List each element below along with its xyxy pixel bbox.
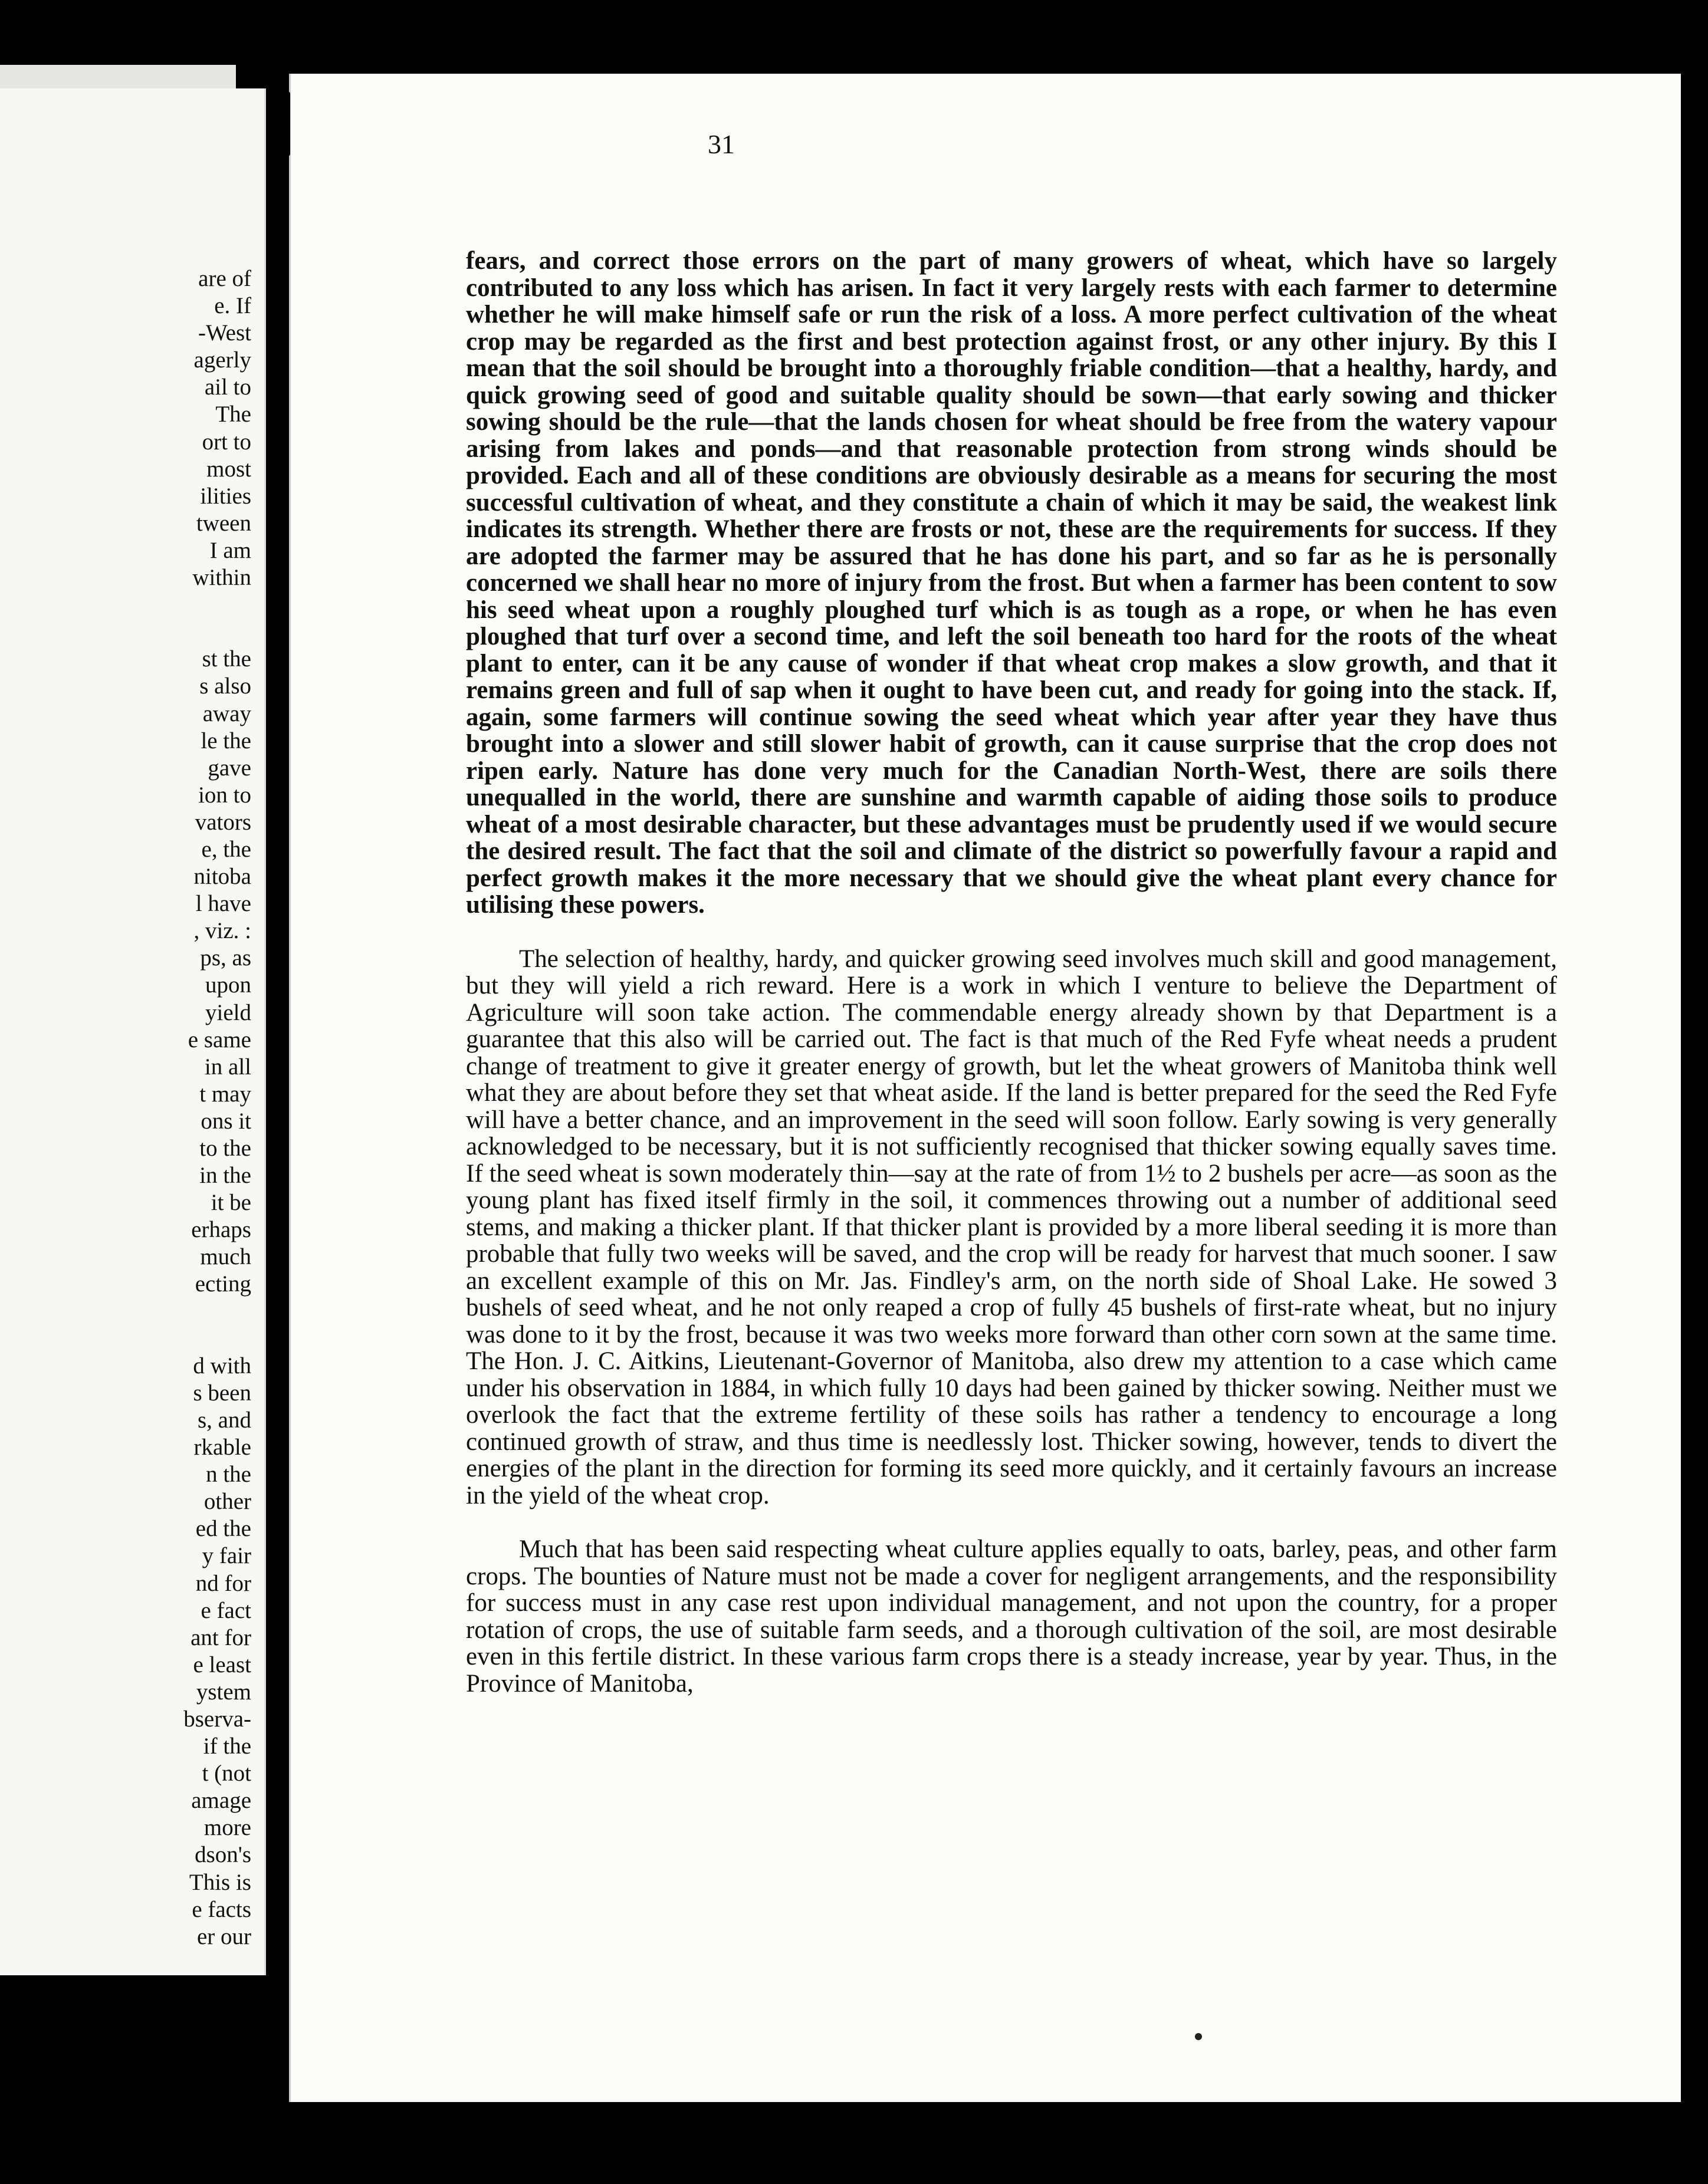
previous-page-fragment: away [202,700,251,726]
previous-page-fragment: ail to [204,374,251,400]
previous-page-fragment: within [192,565,251,591]
previous-page-text-fragments [15,265,251,1951]
previous-page-fragment: ed the [195,1516,251,1542]
previous-page-fragment: if the [203,1734,251,1759]
previous-page-edge [0,65,236,88]
previous-page-fragment: other [203,1489,251,1515]
previous-page-fragment: I am [209,537,251,563]
previous-page-fragment: e, the [201,836,251,862]
previous-page-fragment: s also [199,673,251,699]
previous-page-fragment: in all [204,1054,251,1080]
page-number: 31 [708,129,735,159]
previous-page-fragment: bserva- [183,1706,251,1732]
binding-mark-upper [271,192,277,274]
previous-page [0,88,266,1975]
previous-page-fragment: rkable [193,1435,251,1461]
previous-page-fragment: This is [189,1869,251,1895]
previous-page-fragment: e same [188,1027,251,1052]
previous-page-fragment: , viz. : [193,918,251,944]
previous-page-fragment: agerly [193,347,251,373]
previous-page-fragment: n the [206,1462,251,1488]
previous-page-fragment: e fact [201,1597,251,1623]
previous-page-fragment: e facts [192,1896,251,1922]
previous-page-fragment: e. If [214,293,251,319]
previous-page-fragment: y fair [202,1543,251,1569]
previous-page-fragment: most [206,456,251,482]
binding-mark-middle [271,528,277,575]
previous-page-fragment: more [203,1815,251,1841]
previous-page-fragment: ons it [201,1108,251,1134]
previous-page-fragment: t (not [202,1761,251,1787]
previous-page-fragment: ilities [200,483,251,509]
previous-page-fragment: nd for [195,1570,251,1596]
previous-page-fragment: tween [196,510,251,536]
previous-page-fragment: The [215,402,251,427]
previous-page-fragment: yield [205,999,251,1025]
previous-page-fragment: s been [193,1380,251,1406]
previous-page-fragment: ant for [190,1624,251,1650]
previous-page-fragment: ecting [195,1271,251,1297]
previous-page-fragment: amage [191,1788,251,1814]
previous-page-fragment: nitoba [193,864,251,890]
previous-page-fragment: much [200,1244,251,1270]
previous-page-fragment: ort to [202,429,251,455]
previous-page-fragment: s, and [198,1407,251,1433]
previous-page-fragment: in the [199,1163,251,1189]
previous-page-fragment: dson's [195,1842,251,1868]
paragraph-1: fears, and correct those errors on the part of many growers of wheat, which have so largely contributed to any loss which has arisen. In fact it very largely rests with each farmer to determine whether he will make himself safe or run the risk of a loss. A more perfect cultivation of the wheat crop may be regarded as the first and best protection against frost, or any other injury. By this I mean that the soil should be brought into a thoroughly friable condition—that a healthy, hardy, and quick growing seed of good and suitable quality should be sown—that early sowing and thicker sowing should be the rule—that the lands chosen for wheat should be free from the watery vapour arising from lakes and ponds—and that reasonable protection from strong winds should be provided. Each and all of these conditions are obviously desirable as a means for securing the most successful cultivation of wheat, and they constitute a chain of which it may be said, the weakest link indicates its strength. Whether there are frosts or not, these are the requirements for success. If they are adopted the farmer may be assured that he has done his part, and so far as he is personally concerned we shall hear no more of injury from the frost. But when a farmer has been content to sow his seed wheat upon a roughly ploughed turf which is as tough as a rope, or when he has even ploughed that turf over a second time, and left the soil beneath too hard for the roots of the wheat plant to enter, can it be any cause of wonder if that wheat crop makes a slow growth, and that it remains green and full of sap when it ought to have been cut, and ready for going into the stack. If, again, some farmers will continue sowing the seed wheat which year after year they have thus brought into a slower and still slower habit of growth, can it cause surprise that the crop does not ripen early. Nature has done very much for the Canadian North-West, there are soils there unequalled in the world, there are sunshine and warmth capable of aiding those soils to produce wheat of a most desirable character, but these advantages must be prudently used if we would secure the desired result. The fact that the soil and climate of the district so powerfully favour a rapid and perfect growth makes it the more necessary that we should give the wheat plant every chance for utilising these powers. [466,247,1557,919]
previous-page-fragment: vators [195,809,251,835]
paragraph-3: Much that has been said respecting wheat culture applies equally to oats, barley, peas, and other farm crops. The bounties of Nature must not be made a cover for negligent arrangements, and the responsibility for success must in any case rest upon individual management, and not upon the country, for a proper rotation of crops, the use of suitable farm seeds, and a thorough cultivation of the soil, are most desirable even in this fertile district. In these various farm crops there is a steady increase, year by year. Thus, in the Province of Manitoba, [466,1535,1557,1698]
previous-page-fragment: st the [202,646,251,672]
previous-page-fragment [15,1298,251,1325]
previous-page-fragment: it be [211,1190,251,1216]
previous-page-fragment: le the [201,728,251,754]
previous-page-fragment: t may [199,1081,251,1107]
binding-mark-top [284,91,290,156]
previous-page-fragment: erhaps [191,1217,251,1243]
paragraph-2: The selection of healthy, hardy, and quicker growing seed involves much skill and good management, but they will yield a rich reward. Here is a work in which I venture to believe the Department of Agriculture will soon take action. The commendable energy already shown by that Department is a guarantee that this also will be carried out. The fact is that much of the Red Fyfe wheat needs a prudent change of treatment to give it greater energy of growth, but let the wheat growers of Manitoba think well what they are about before they set that wheat aside. If the land is better prepared for the seed the Red Fyfe will have a better chance, and an improvement in the seed will soon follow. Early sowing is very generally acknowledged to be necessary, but it is not sufficiently recognised that thicker sowing equally saves time. If the seed wheat is sown moderately thin—say at the rate of from 1½ to 2 bushels per acre—as soon as the young plant has fixed itself firmly in the soil, it commences throwing out a number of additional seed stems, and making a thicker plant. If that thicker plant is provided by a more liberal seeding it is more than probable that fully two weeks will be saved, and the crop will be ready for harvest that much sooner. I saw an excellent example of this on Mr. Jas. Findley's arm, on the north side of Shoal Lake. He sowed 3 bushels of seed wheat, and he not only reaped a crop of fully 45 bushels of first-rate wheat, but no injury was done to it by the frost, because it was two weeks more forward than other corn sown at the same time. The Hon. J. C. Aitkins, Lieutenant-Governor of Manitoba, also drew my attention to a case which came under his observation in 1884, in which fully 10 days had been gained by thicker sowing. Neither must we overlook the fact that the extreme fertility of these soils has rather a tendency to encourage a long continued growth of straw, and thus time is needlessly lost. Thicker sowing, however, tends to divert the energies of the plant in the direction for forming its seed more quickly, and it certainly favours an increase in the yield of the wheat crop. [466,945,1557,1509]
binding-mark-lower [271,1064,277,1129]
previous-page-fragment: ps, as [200,945,251,971]
page-body-text [466,248,1557,1697]
previous-page-fragment: ystem [196,1679,251,1705]
previous-page-fragment: ion to [198,782,251,808]
previous-page-fragment: gave [208,755,251,781]
ink-speck [1195,2033,1202,2040]
previous-page-fragment: -West [198,320,251,346]
previous-page-fragment [15,619,251,646]
previous-page-fragment: er our [196,1923,251,1949]
previous-page-fragment: to the [199,1136,251,1161]
previous-page-fragment [15,591,251,619]
previous-page-fragment [15,1325,251,1353]
previous-page-fragment: upon [205,972,251,998]
previous-page-fragment: are of [198,266,251,291]
previous-page-fragment: e least [193,1652,251,1678]
previous-page-fragment: l have [195,891,251,917]
previous-page-fragment: d with [193,1353,251,1379]
